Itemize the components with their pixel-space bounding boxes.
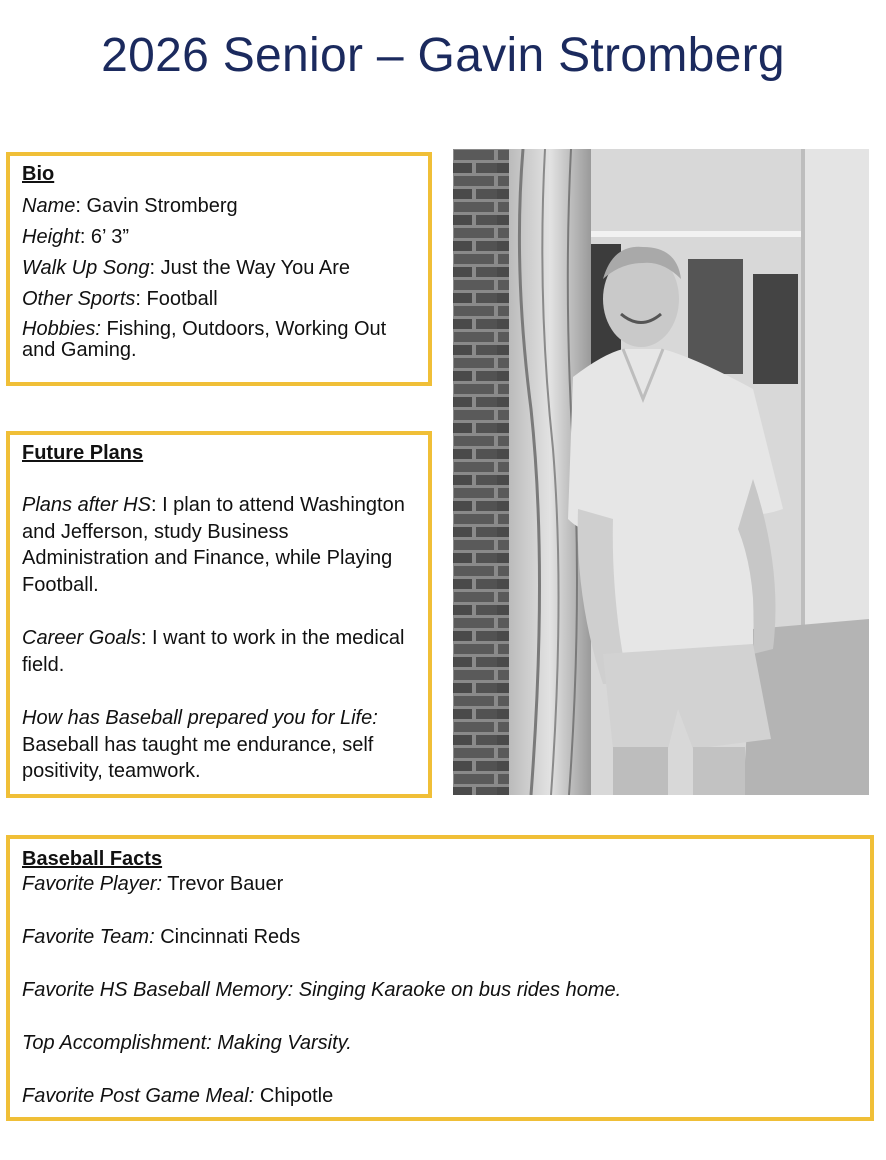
sports-value: : Football	[135, 288, 218, 310]
memory-label: Favorite HS Baseball Memory: Singing Karaoke on bus rides home.	[22, 979, 622, 1001]
senior-photo	[453, 149, 869, 795]
baseball-facts-box	[6, 835, 874, 1121]
meal-label: Favorite Post Game Meal:	[22, 1085, 255, 1107]
page-title: 2026 Senior – Gavin Stromberg	[101, 29, 785, 82]
favorite-meal	[22, 1083, 858, 1109]
plans-value: : I plan to attend Washington and Jefferson, study Business Administration and Finance, while Playing Football.	[22, 494, 405, 596]
player-label: Favorite Player:	[22, 873, 163, 895]
favorite-team	[22, 924, 858, 950]
sports-label: Other Sports	[22, 288, 136, 310]
senior-photo-illustration	[453, 149, 869, 795]
bio-heading: Bio	[22, 163, 55, 185]
facts-heading: Baseball Facts	[22, 848, 163, 870]
baseball-life-label: How has Baseball prepared you for Life:	[22, 707, 378, 729]
bio-height	[22, 226, 416, 248]
hobbies-value: Fishing, Outdoors, Working Out and Gaming.	[22, 318, 387, 361]
accomplishment-label: Top Accomplishment: Making Varsity.	[22, 1032, 352, 1054]
name-label: Name	[22, 195, 76, 217]
top-accomplishment	[22, 1030, 858, 1056]
bio-song	[22, 257, 416, 279]
height-value: : 6’ 3”	[79, 226, 130, 248]
future-plans	[22, 492, 416, 598]
bio-name	[22, 195, 416, 217]
height-label: Height	[22, 226, 80, 248]
baseball-life-value: Baseball has taught me endurance, self positivity, teamwork.	[22, 733, 374, 782]
future-heading: Future Plans	[22, 442, 144, 464]
name-value: : Gavin Stromberg	[75, 195, 238, 217]
song-value: : Just the Way You Are	[149, 257, 350, 279]
player-value: Trevor Bauer	[162, 873, 284, 895]
plans-label: Plans after HS	[22, 494, 151, 516]
bio-hobbies	[22, 319, 416, 361]
meal-value: Chipotle	[254, 1085, 334, 1107]
career-goals	[22, 625, 416, 678]
team-value: Cincinnati Reds	[154, 926, 301, 948]
future-plans-box	[6, 431, 432, 798]
career-value: : I want to work in the medical field.	[22, 627, 405, 676]
career-label: Career Goals	[22, 627, 141, 649]
baseball-life	[22, 705, 416, 785]
team-label: Favorite Team:	[22, 926, 155, 948]
bio-box	[6, 152, 432, 386]
favorite-memory	[22, 977, 858, 1003]
bio-sports	[22, 288, 416, 310]
song-label: Walk Up Song	[22, 257, 150, 279]
favorite-player	[22, 871, 858, 897]
hobbies-label: Hobbies:	[22, 318, 101, 340]
